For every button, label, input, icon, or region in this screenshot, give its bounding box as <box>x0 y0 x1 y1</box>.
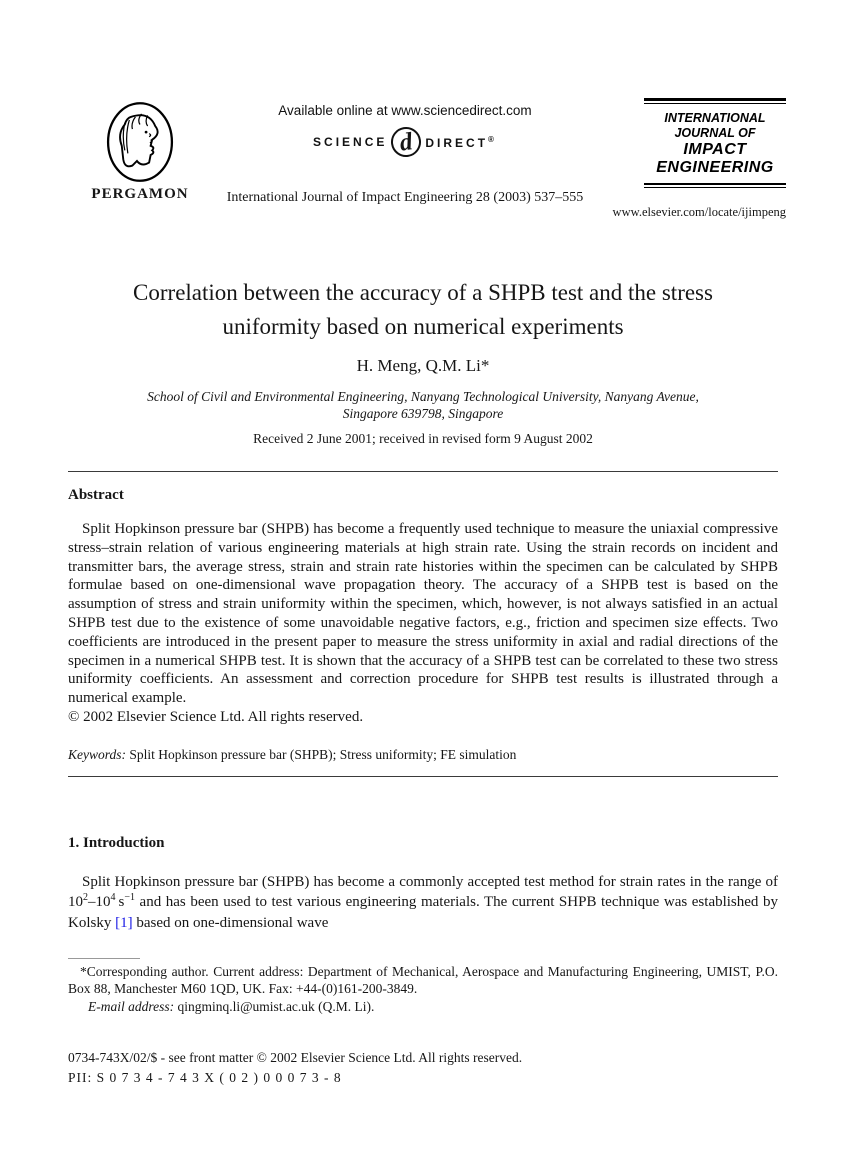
email-address[interactable]: qingminq.li@umist.ac.uk (Q.M. Li). <box>174 998 375 1014</box>
reference-1-link[interactable]: [1] <box>115 914 133 931</box>
email-line <box>68 998 778 1015</box>
intro-sup-4: 4 <box>110 892 116 904</box>
keywords-label: Keywords: <box>68 746 126 762</box>
intro-text-e: based on one-dimensional wave <box>132 914 329 931</box>
pergamon-logo-block <box>82 100 198 203</box>
received-dates: Received 2 June 2001; received in revised form 9 August 2002 <box>253 431 593 446</box>
intro-sup-minus1: −1 <box>124 892 135 904</box>
intro-text-b: –10 <box>88 894 111 911</box>
journal-title-line1: INTERNATIONAL <box>664 110 766 125</box>
abstract-body: Split Hopkinson pressure bar (SHPB) has become a frequently used technique to measure the uniaxial compressive stress–strain relation of various engineering materials at high strain rate. Using the strain records on incident and transmitter bars, the average stress, strain and strain rate histories within the specimen can be calculated by SHPB formulae based on one-dimensional wave propagation theory. The accuracy of a SHPB test is based on the assumption of stress and strain uniformity within the specimen, which, however, is not always satisfied in an actual SHPB test due to the existence of some unavoidable negative factors, e.g., friction and specimen size effects. Two coefficients are introduced in the present paper to measure the stress uniformity in axial and radial directions of the specimen in a numerical SHPB test. It is shown that the accuracy of a SHPB test can be correlated to these two stress uniformity coefficients. An assessment and correction procedure for SHPB test results is illustrated through a numerical example. <box>68 521 778 707</box>
introduction-paragraph <box>68 872 778 934</box>
pergamon-label: PERGAMON <box>91 186 189 202</box>
sciencedirect-d-icon: d <box>389 125 423 159</box>
footnote-divider <box>68 958 140 959</box>
box-top-thick-rule <box>644 98 786 101</box>
header-center <box>185 103 625 157</box>
intro-text-c: s <box>115 894 125 911</box>
box-bottom-thick-rule <box>644 183 786 186</box>
box-bottom-thin-rule <box>644 187 786 188</box>
journal-citation-line: International Journal of Impact Engineering 28 (2003) 537–555 <box>226 190 584 205</box>
journal-title-box <box>644 98 786 188</box>
science-word: SCIENCE <box>313 135 388 149</box>
abstract-heading: Abstract <box>68 487 124 503</box>
affiliation <box>68 388 778 422</box>
journal-title-line2: JOURNAL OF <box>674 125 756 140</box>
abstract-copyright: © 2002 Elsevier Science Ltd. All rights reserved. <box>68 708 364 725</box>
front-matter-line: 0734-743X/02/$ - see front matter © 2002 Elsevier Science Ltd. All rights reserved. <box>68 1050 523 1065</box>
corresponding-author-note: *Corresponding author. Current address: Department of Mechanical, Aerospace and Manufacturing Engineering, UMIST, P.O. Box 88, Manchester M60 1QD, UK. Fax: +44-(0)161-200-3849. <box>68 963 778 996</box>
journal-title-text <box>644 104 786 183</box>
registered-mark: ® <box>488 134 497 144</box>
journal-title-line3: IMPACT <box>683 140 747 158</box>
article-title-line2: uniformity based on numerical experiments <box>222 314 624 339</box>
intro-sup-2: 2 <box>83 892 88 904</box>
direct-word: DIRECT® <box>425 134 497 150</box>
page-footer <box>68 1048 778 1088</box>
sciencedirect-logo[interactable] <box>185 127 625 157</box>
introduction-heading: 1. Introduction <box>68 834 165 851</box>
email-label: E-mail address: <box>88 998 175 1014</box>
keywords-text: Split Hopkinson pressure bar (SHPB); Stress uniformity; FE simulation <box>126 746 517 762</box>
authors-line: H. Meng, Q.M. Li* <box>356 356 490 375</box>
available-online-text: Available online at www.sciencedirect.com <box>278 103 532 118</box>
affiliation-line1: School of Civil and Environmental Engineering, Nanyang Technological University, Nanyang Avenue, <box>147 389 699 404</box>
intro-text-a: Split Hopkinson pressure bar (SHPB) has become a commonly accepted test method for strain rates in the range of 10 <box>68 873 778 911</box>
abstract-top-rule <box>68 471 778 472</box>
journal-title-line4: ENGINEERING <box>656 158 774 176</box>
pii-line: PII: S 0 7 3 4 - 7 4 3 X ( 0 2 ) 0 0 0 7 3 - 8 <box>68 1070 342 1085</box>
affiliation-line2: Singapore 639798, Singapore <box>342 406 504 421</box>
elsevier-url[interactable]: www.elsevier.com/locate/ijimpeng <box>612 205 786 219</box>
abstract-bottom-rule <box>68 776 778 777</box>
article-title-line1: Correlation between the accuracy of a SHPB test and the stress <box>133 280 713 305</box>
article-title <box>68 276 778 344</box>
pergamon-athena-icon <box>82 100 198 184</box>
keywords-line <box>68 747 778 763</box>
intro-text-d: and has been used to test various engineering materials. The current SHPB technique was established by Kolsky <box>68 894 778 931</box>
footnote-block <box>68 963 778 1015</box>
